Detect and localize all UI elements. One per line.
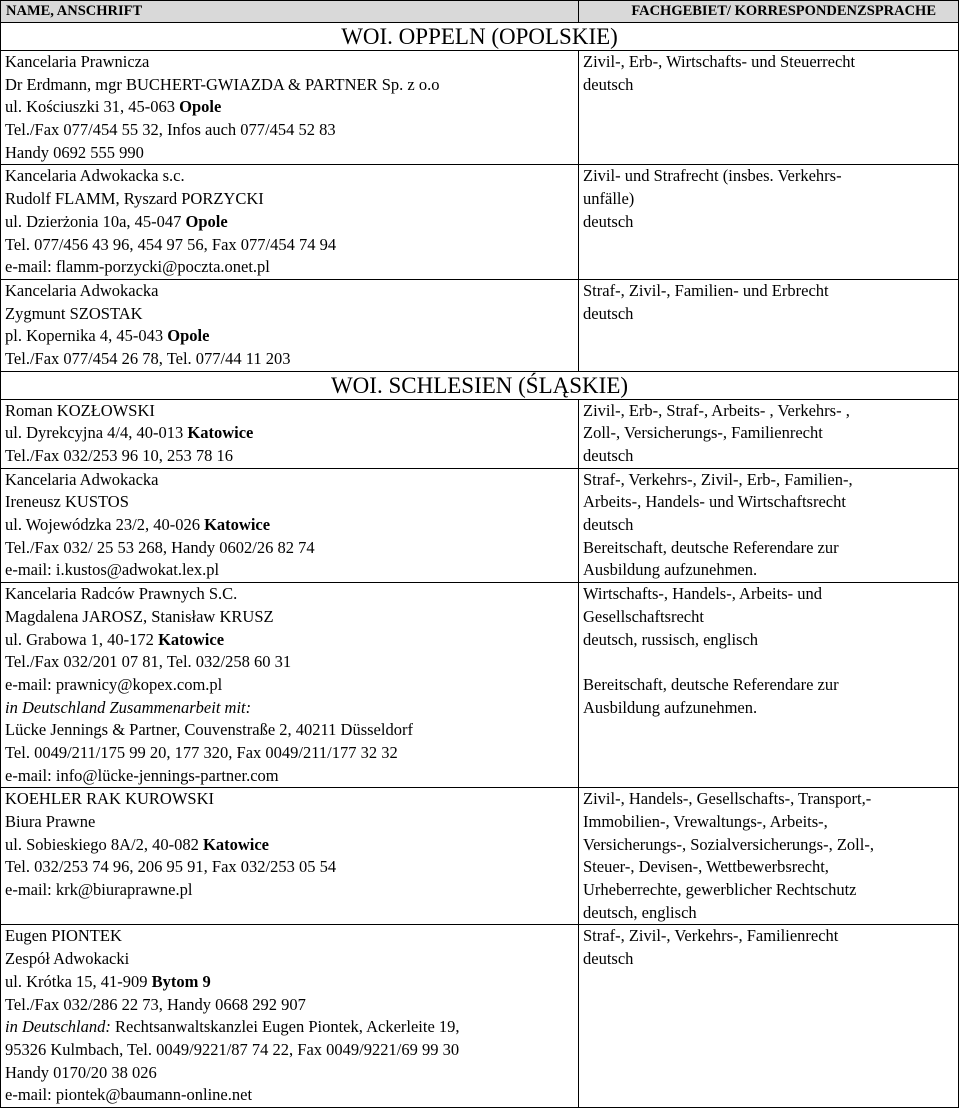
entry-row [1,399,959,468]
entry-row [1,165,959,279]
specialty-line: deutsch, russisch, englisch [583,629,759,649]
specialty-line: unfälle) [583,189,635,209]
specialty-line: Bereitschaft, deutsche Referendare zur [583,537,839,557]
address-line: Lücke Jennings & Partner, Couvenstraße 2, 40211 Düsseldorf [5,720,413,740]
entry-specialty-cell [579,279,959,371]
specialty-line: Ausbildung aufzunehmen. [583,560,758,580]
entry-address-cell [1,51,579,165]
header-name-address: NAME, ANSCHRIFT [1,1,579,23]
specialty-line: Immobilien-, Vrewaltungs-, Arbeits-, [583,812,828,831]
germany-note-label: in Deutschland: [5,1017,111,1037]
entry-specialty-cell [579,468,959,582]
address-line [5,697,578,720]
address-line: Handy 0170/20 38 026 [5,1062,157,1082]
entry-specialty-cell [579,165,959,279]
address-line: Kancelaria Radców Prawnych S.C. [5,584,238,604]
specialty-line: Versicherungs-, Sozialversicherungs-, Zoll-, [583,834,874,854]
entry-specialty-cell [579,399,959,468]
address-line: e-mail: flamm-porzycki@poczta.onet.pl [5,257,270,277]
street-text: ul. Krótka 15, 41-909 [5,971,152,991]
entry-specialty-cell [579,583,959,788]
address-line: e-mail: info@lücke-jennings-partner.com [5,765,279,785]
region-row [1,371,959,399]
street-text: ul. Grabowa 1, 40-172 [5,629,159,649]
street-text: pl. Kopernika 4, 45-043 [5,326,168,346]
address-line: Kancelaria Adwokacka [5,469,159,489]
entry-specialty-cell [579,788,959,925]
specialty-line: Zivil-, Erb-, Straf-, Arbeits- , Verkehrs- , [583,400,850,420]
specialty-line: Straf-, Zivil-, Verkehrs-, Familienrecht [583,926,839,946]
city-name: Katowice [204,515,271,535]
address-line: Tel./Fax 032/253 96 10, 253 78 16 [5,446,234,465]
address-line: Zespół Adwokacki [5,949,130,969]
region-row [1,23,959,51]
region-title: WOI. SCHLESIEN (ŚLĄSKIE) [1,371,959,399]
entry-address-cell [1,399,579,468]
specialty-line: deutsch [583,211,634,231]
address-line: KOEHLER RAK KUROWSKI [5,789,214,809]
street-text: ul. Dzierżonia 10a, 45-047 [5,211,186,231]
address-line [5,514,578,537]
address-line: Rudolf FLAMM, Ryszard PORZYCKI [5,189,264,209]
germany-note-label: in Deutschland Zusammenarbeit mit: [5,697,252,717]
address-line: Tel./Fax 032/286 22 73, Handy 0668 292 907 [5,994,306,1014]
address-line: Magdalena JAROSZ, Stanisław KRUSZ [5,606,274,626]
specialty-line: deutsch [583,515,634,535]
address-line: Handy 0692 555 990 [5,142,144,162]
city-name: Opole [185,211,228,231]
specialty-line: Zoll-, Versicherungs-, Familienrecht [583,423,823,443]
address-line: e-mail: piontek@baumann-online.net [5,1085,253,1105]
address-line [5,325,578,348]
specialty-line: Wirtschafts-, Handels-, Arbeits- und [583,584,822,604]
specialty-line: Bereitschaft, deutsche Referendare zur [583,674,839,694]
address-line: Kancelaria Adwokacka s.c. [5,166,185,186]
entry-address-cell [1,788,579,925]
entry-row [1,468,959,582]
address-line: Tel./Fax 077/454 55 32, Infos auch 077/454 52 83 [5,120,336,140]
address-line: e-mail: prawnicy@kopex.com.pl [5,674,223,694]
specialty-line: deutsch [583,303,634,323]
address-line: Kancelaria Prawnicza [5,52,150,71]
specialty-line: Zivil-, Erb-, Wirtschafts- und Steuerrecht [583,52,856,71]
specialty-line: Steuer-, Devisen-, Wettbewerbsrecht, [583,857,829,877]
street-text: ul. Sobieskiego 8A/2, 40-082 [5,834,203,854]
entry-address-cell [1,279,579,371]
address-line: Eugen PIONTEK [5,926,122,946]
city-name: Katowice [203,834,269,854]
specialty-line: Zivil- und Strafrecht (insbes. Verkehrs- [583,166,842,186]
entry-row [1,925,959,1108]
header-row [1,1,959,23]
address-line [5,971,578,994]
address-line: Tel. 032/253 74 96, 206 95 91, Fax 032/253 05 54 [5,857,337,877]
specialty-line: Gesellschaftsrecht [583,606,704,626]
address-line [5,211,578,234]
address-line [5,96,578,119]
specialty-line: Zivil-, Handels-, Gesellschafts-, Transport,- [583,789,872,809]
address-line: Biura Prawne [5,812,96,831]
street-text: ul. Dyrekcyjna 4/4, 40-013 [5,423,188,443]
street-text: ul. Kościuszki 31, 45-063 [5,97,180,117]
city-name: Opole [179,97,222,117]
region-title: WOI. OPPELN (OPOLSKIE) [1,23,959,51]
specialty-line: Straf-, Verkehrs-, Zivil-, Erb-, Familien-, [583,469,853,489]
address-line: Ireneusz KUSTOS [5,492,129,512]
header-field-language: FACHGEBIET/ KORRESPONDENZSPRACHE [579,1,959,23]
entry-address-cell [1,468,579,582]
entry-row [1,51,959,165]
specialty-line: deutsch [583,949,634,969]
address-line [5,422,578,445]
entry-specialty-cell [579,51,959,165]
entry-row [1,583,959,788]
city-name: Katowice [158,629,225,649]
city-name: Opole [167,326,210,346]
city-name: Katowice [187,423,254,443]
address-line [5,1016,578,1039]
address-line: Tel. 077/456 43 96, 454 97 56, Fax 077/454 74 94 [5,234,337,254]
address-line: Tel./Fax 032/ 25 53 268, Handy 0602/26 82 74 [5,537,315,557]
city-name: Bytom 9 [151,971,211,991]
specialty-line: Straf-, Zivil-, Familien- und Erbrecht [583,280,829,300]
specialty-line: Ausbildung aufzunehmen. [583,697,758,717]
specialty-line: Urheberrechte, gewerblicher Rechtschutz [583,880,857,900]
directory-body [1,23,959,1108]
address-line [5,902,578,925]
specialty-line: Arbeits-, Handels- und Wirtschaftsrecht [583,492,846,512]
entry-address-cell [1,925,579,1108]
address-line: Tel. 0049/211/175 99 20, 177 320, Fax 0049/211/177 32 32 [5,742,398,762]
address-line: Tel./Fax 032/201 07 81, Tel. 032/258 60 31 [5,652,292,672]
specialty-line: deutsch [583,446,634,465]
address-line: Tel./Fax 077/454 26 78, Tel. 077/44 11 203 [5,348,291,368]
address-line: Roman KOZŁOWSKI [5,400,155,420]
entry-row [1,279,959,371]
street-text: ul. Wojewódzka 23/2, 40-026 [5,515,205,535]
entry-address-cell [1,165,579,279]
germany-note-text: Rechtsanwaltskanzlei Eugen Piontek, Ackerleite 19, [110,1017,460,1037]
address-line: e-mail: i.kustos@adwokat.lex.pl [5,560,220,580]
address-line: e-mail: krk@biuraprawne.pl [5,880,193,900]
entry-address-cell [1,583,579,788]
address-line: 95326 Kulmbach, Tel. 0049/9221/87 74 22, Fax 0049/9221/69 99 30 [5,1039,460,1059]
address-line: Dr Erdmann, mgr BUCHERT-GWIAZDA & PARTNER Sp. z o.o [5,74,440,94]
specialty-line: deutsch [583,74,634,94]
address-line: Zygmunt SZOSTAK [5,303,143,323]
address-line [5,834,578,857]
entry-specialty-cell [579,925,959,1108]
specialty-line [583,651,958,674]
address-line: Kancelaria Adwokacka [5,280,159,300]
specialty-line: deutsch, englisch [583,902,697,922]
entry-row [1,788,959,925]
address-line [5,629,578,652]
